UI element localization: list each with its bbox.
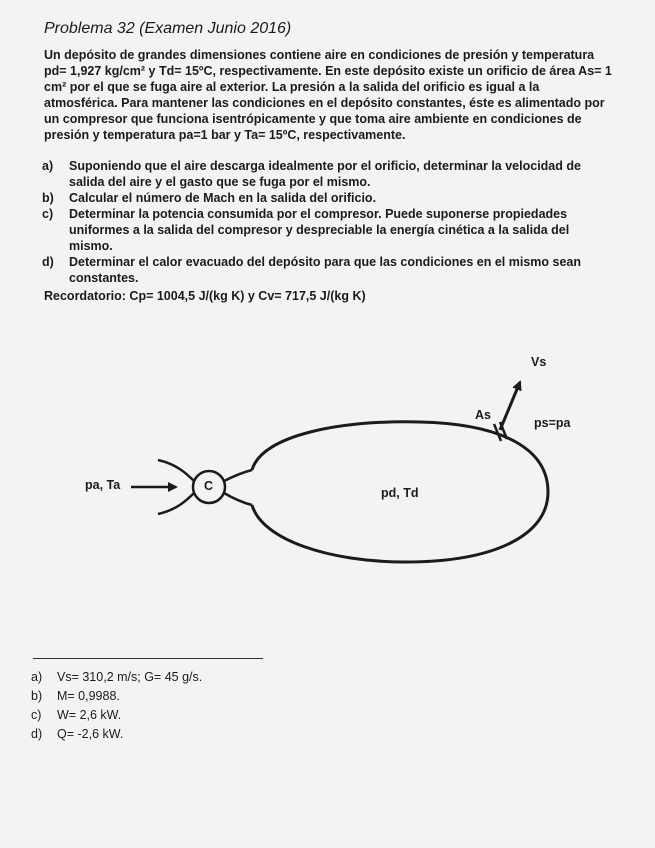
statement-line: Un depósito de grandes dimensiones contiene aire en condiciones de presión y temperatura [44,48,595,62]
question-line: Determinar el calor evacuado del depósito para que las condiciones en el mismo sean [69,255,581,269]
answer-text: M= 0,9988. [57,689,120,703]
answer-text: Vs= 310,2 m/s; G= 45 g/s. [57,670,203,684]
answer-text: Q= -2,6 kW. [57,727,124,741]
answer-label: d) [31,727,43,741]
answer-item [31,668,431,687]
system-diagram [0,330,655,600]
problem-title: Problema 32 (Examen Junio 2016) [44,20,292,37]
question-item-c [38,206,616,254]
question-label: a) [42,159,54,173]
question-label: d) [42,255,54,269]
question-label: b) [42,191,54,205]
answer-label: a) [31,670,43,684]
answer-label: b) [31,689,43,703]
statement-line: pd= 1,927 kg/cm² y Td= 15ºC, respectivamente. En este depósito existe un orificio de área As= 1 [44,64,612,78]
question-line: uniformes a la salida del compresor y despreciable la energía cinética a la salida del mismo. [69,223,570,253]
question-line: Determinar la potencia consumida por el compresor. Puede suponerse propiedades [69,207,568,221]
question-line: Suponiendo que el aire descarga idealmente por el orificio, determinar la velocidad de [69,159,581,173]
question-item-a [38,158,616,190]
problem-statement [44,47,614,143]
answer-list [31,668,431,744]
inlet-funnel [158,493,194,514]
question-item-d [38,254,616,286]
footnote-rule [33,658,263,659]
outlet-connection [224,493,252,505]
outlet-pressure-label: ps=pa [534,416,571,430]
reminder-line: Recordatorio: Cp= 1004,5 J/(kg K) y Cv= 717,5 J/(kg K) [44,289,366,303]
diagram-drawing [0,330,655,600]
statement-line: cm² por el que se fuga aire al exterior. La presión a la salida del orificio es igual a la [44,80,540,94]
answer-item [31,687,431,706]
inlet-conditions-label: pa, Ta [85,478,121,492]
question-list [38,158,616,286]
outlet-connection [224,470,252,481]
question-line: Calcular el número de Mach en la salida del orificio. [69,191,377,205]
answer-label: c) [31,708,42,722]
answer-item [31,706,431,725]
velocity-label: Vs [531,355,547,369]
answer-text: W= 2,6 kW. [57,708,122,722]
tank-conditions-label: pd, Td [381,486,419,500]
orifice-area-label: As [475,408,491,422]
statement-line: un compresor que funciona isentrópicamente y que toma aire ambiente en condiciones de [44,112,582,126]
compressor-label: C [204,479,214,493]
statement-line: presión y temperatura pa=1 bar y Ta= 15ºC, respectivamente. [44,128,406,142]
inlet-funnel [158,460,194,481]
question-line: salida del aire y el gasto que se fuga por el mismo. [69,175,371,189]
answer-item [31,725,431,744]
question-item-b [38,190,616,206]
question-label: c) [42,207,54,221]
statement-line: atmosférica. Para mantener las condiciones en el depósito constantes, éste es alimentado por [44,96,605,110]
exit-velocity-arrow [500,382,520,430]
question-line: constantes. [69,271,139,285]
